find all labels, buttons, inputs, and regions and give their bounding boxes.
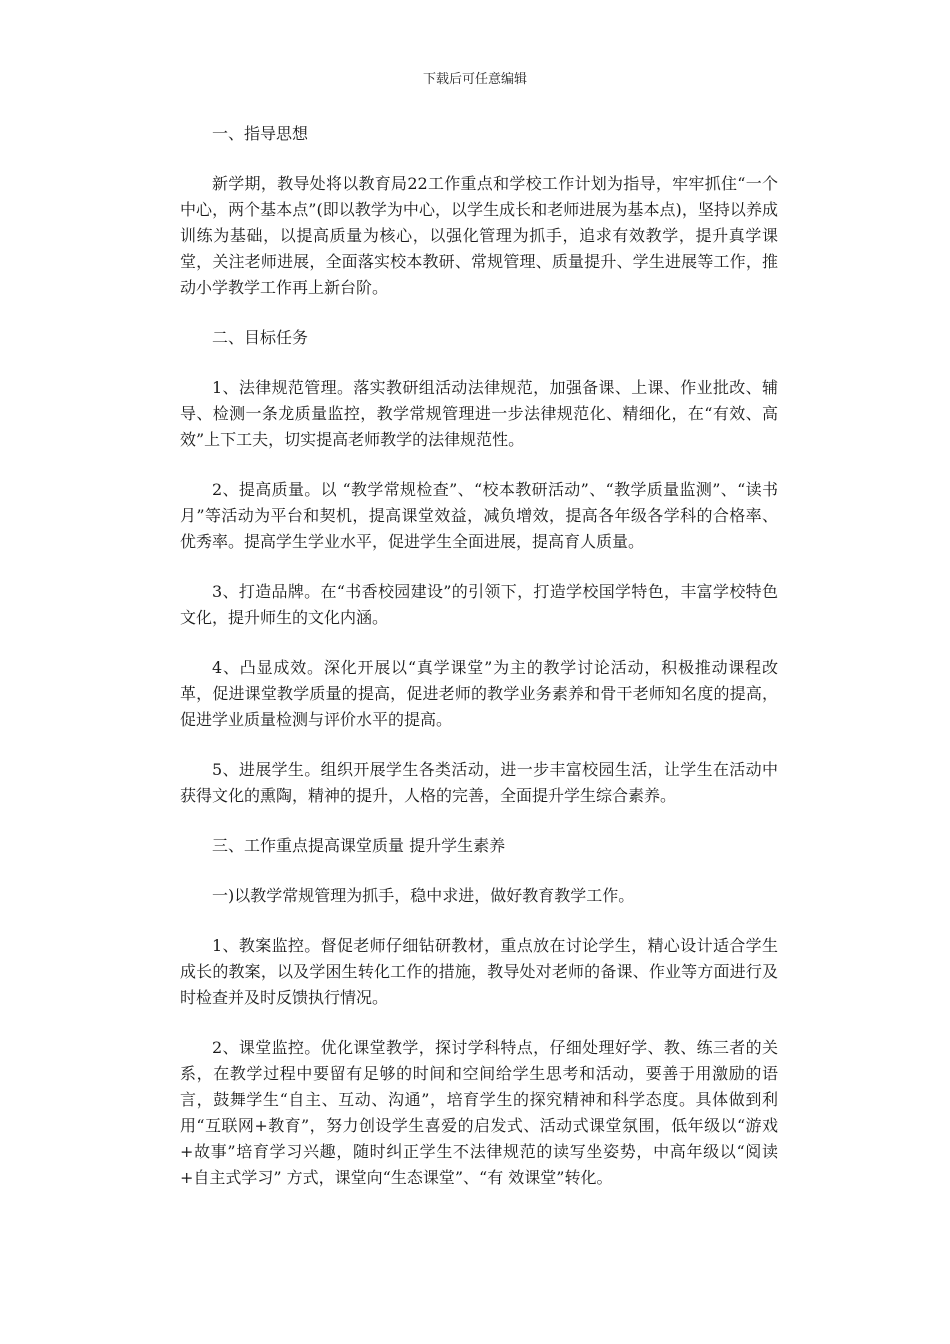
paragraph-goal-1: 1、法律规范管理。落实教研组活动法律规范，加强备课、上课、作业批改、辅导、检测一条龙质量监控，教学常规管理进一步法律规范化、精细化，在“有效、高效”上下工夫，切实提高老师教学的法律规范性。 — [180, 378, 778, 449]
paragraph-goal-5: 5、进展学生。组织开展学生各类活动，进一步丰富校园生活，让学生在活动中获得文化的熏陶，精神的提升，人格的完善，全面提升学生综合素养。 — [180, 760, 778, 805]
document-body — [180, 121, 778, 1215]
header-note: 下载后可任意编辑 — [422, 72, 527, 87]
paragraph-goal-3: 3、打造品牌。在“书香校园建设”的引领下，打造学校国学特色，丰富学校特色文化，提升师生的文化内涵。 — [180, 582, 778, 627]
paragraph-lesson-plan: 1、教案监控。督促老师仔细钻研教材，重点放在讨论学生，精心设计适合学生成长的教案，以及学困生转化工作的措施，教导处对老师的备课、作业等方面进行及时检查并及时反馈执行情况。 — [180, 936, 778, 1007]
subsection-heading-routine: 一)以教学常规管理为抓手，稳中求进，做好教育教学工作。 — [212, 886, 635, 905]
section-heading-goals: 二、目标任务 — [212, 328, 309, 347]
paragraph-goal-4: 4、凸显成效。深化开展以“真学课堂”为主的教学讨论活动，积极推动课程改革，促进课堂教学质量的提高，促进老师的教学业务素养和骨干老师知名度的提高，促进学业质量检测与评价水平的提高。 — [180, 658, 778, 729]
section-heading-work-focus: 三、工作重点提高课堂质量 提升学生素养 — [212, 836, 506, 855]
section-heading-guiding-thought: 一、指导思想 — [212, 124, 309, 143]
paragraph-goal-2: 2、提高质量。以 “教学常规检查”、“校本教研活动”、“教学质量监测”、“读书月”等活动为平台和契机，提高课堂效益，减负增效，提高各年级各学科的合格率、优秀率。提高学生学业水平，促进学生全面进展，提高育人质量。 — [180, 480, 778, 551]
paragraph-classroom: 2、课堂监控。优化课堂教学，探讨学科特点，仔细处理好学、教、练三者的关系，在教学过程中要留有足够的时间和空间给学生思考和活动，要善于用激励的语言，鼓舞学生“自主、互动、沟通”，培育学生的探究精神和科学态度。具体做到利用“互联网+教育”，努力创设学生喜爱的启发式、活动式课堂氛围，低年级以“游戏+故事”培育学习兴趣，随时纠正学生不法律规范的读写坐姿势，中高年级以“阅读+自主式学习” 方式，课堂向“生态课堂”、“有 效课堂”转化。 — [180, 1038, 778, 1187]
paragraph-intro: 新学期，教导处将以教育局22工作重点和学校工作计划为指导，牢牢抓住“一个中心，两个基本点”(即以教学为中心，以学生成长和老师进展为基本点)，坚持以养成训练为基础，以提高质量为核心，以强化管理为抓手，追求有效教学，提升真学课堂，关注老师进展，全面落实校本教研、常规管理、质量提升、学生进展等工作，推动小学教学工作再上新台阶。 — [180, 174, 778, 297]
